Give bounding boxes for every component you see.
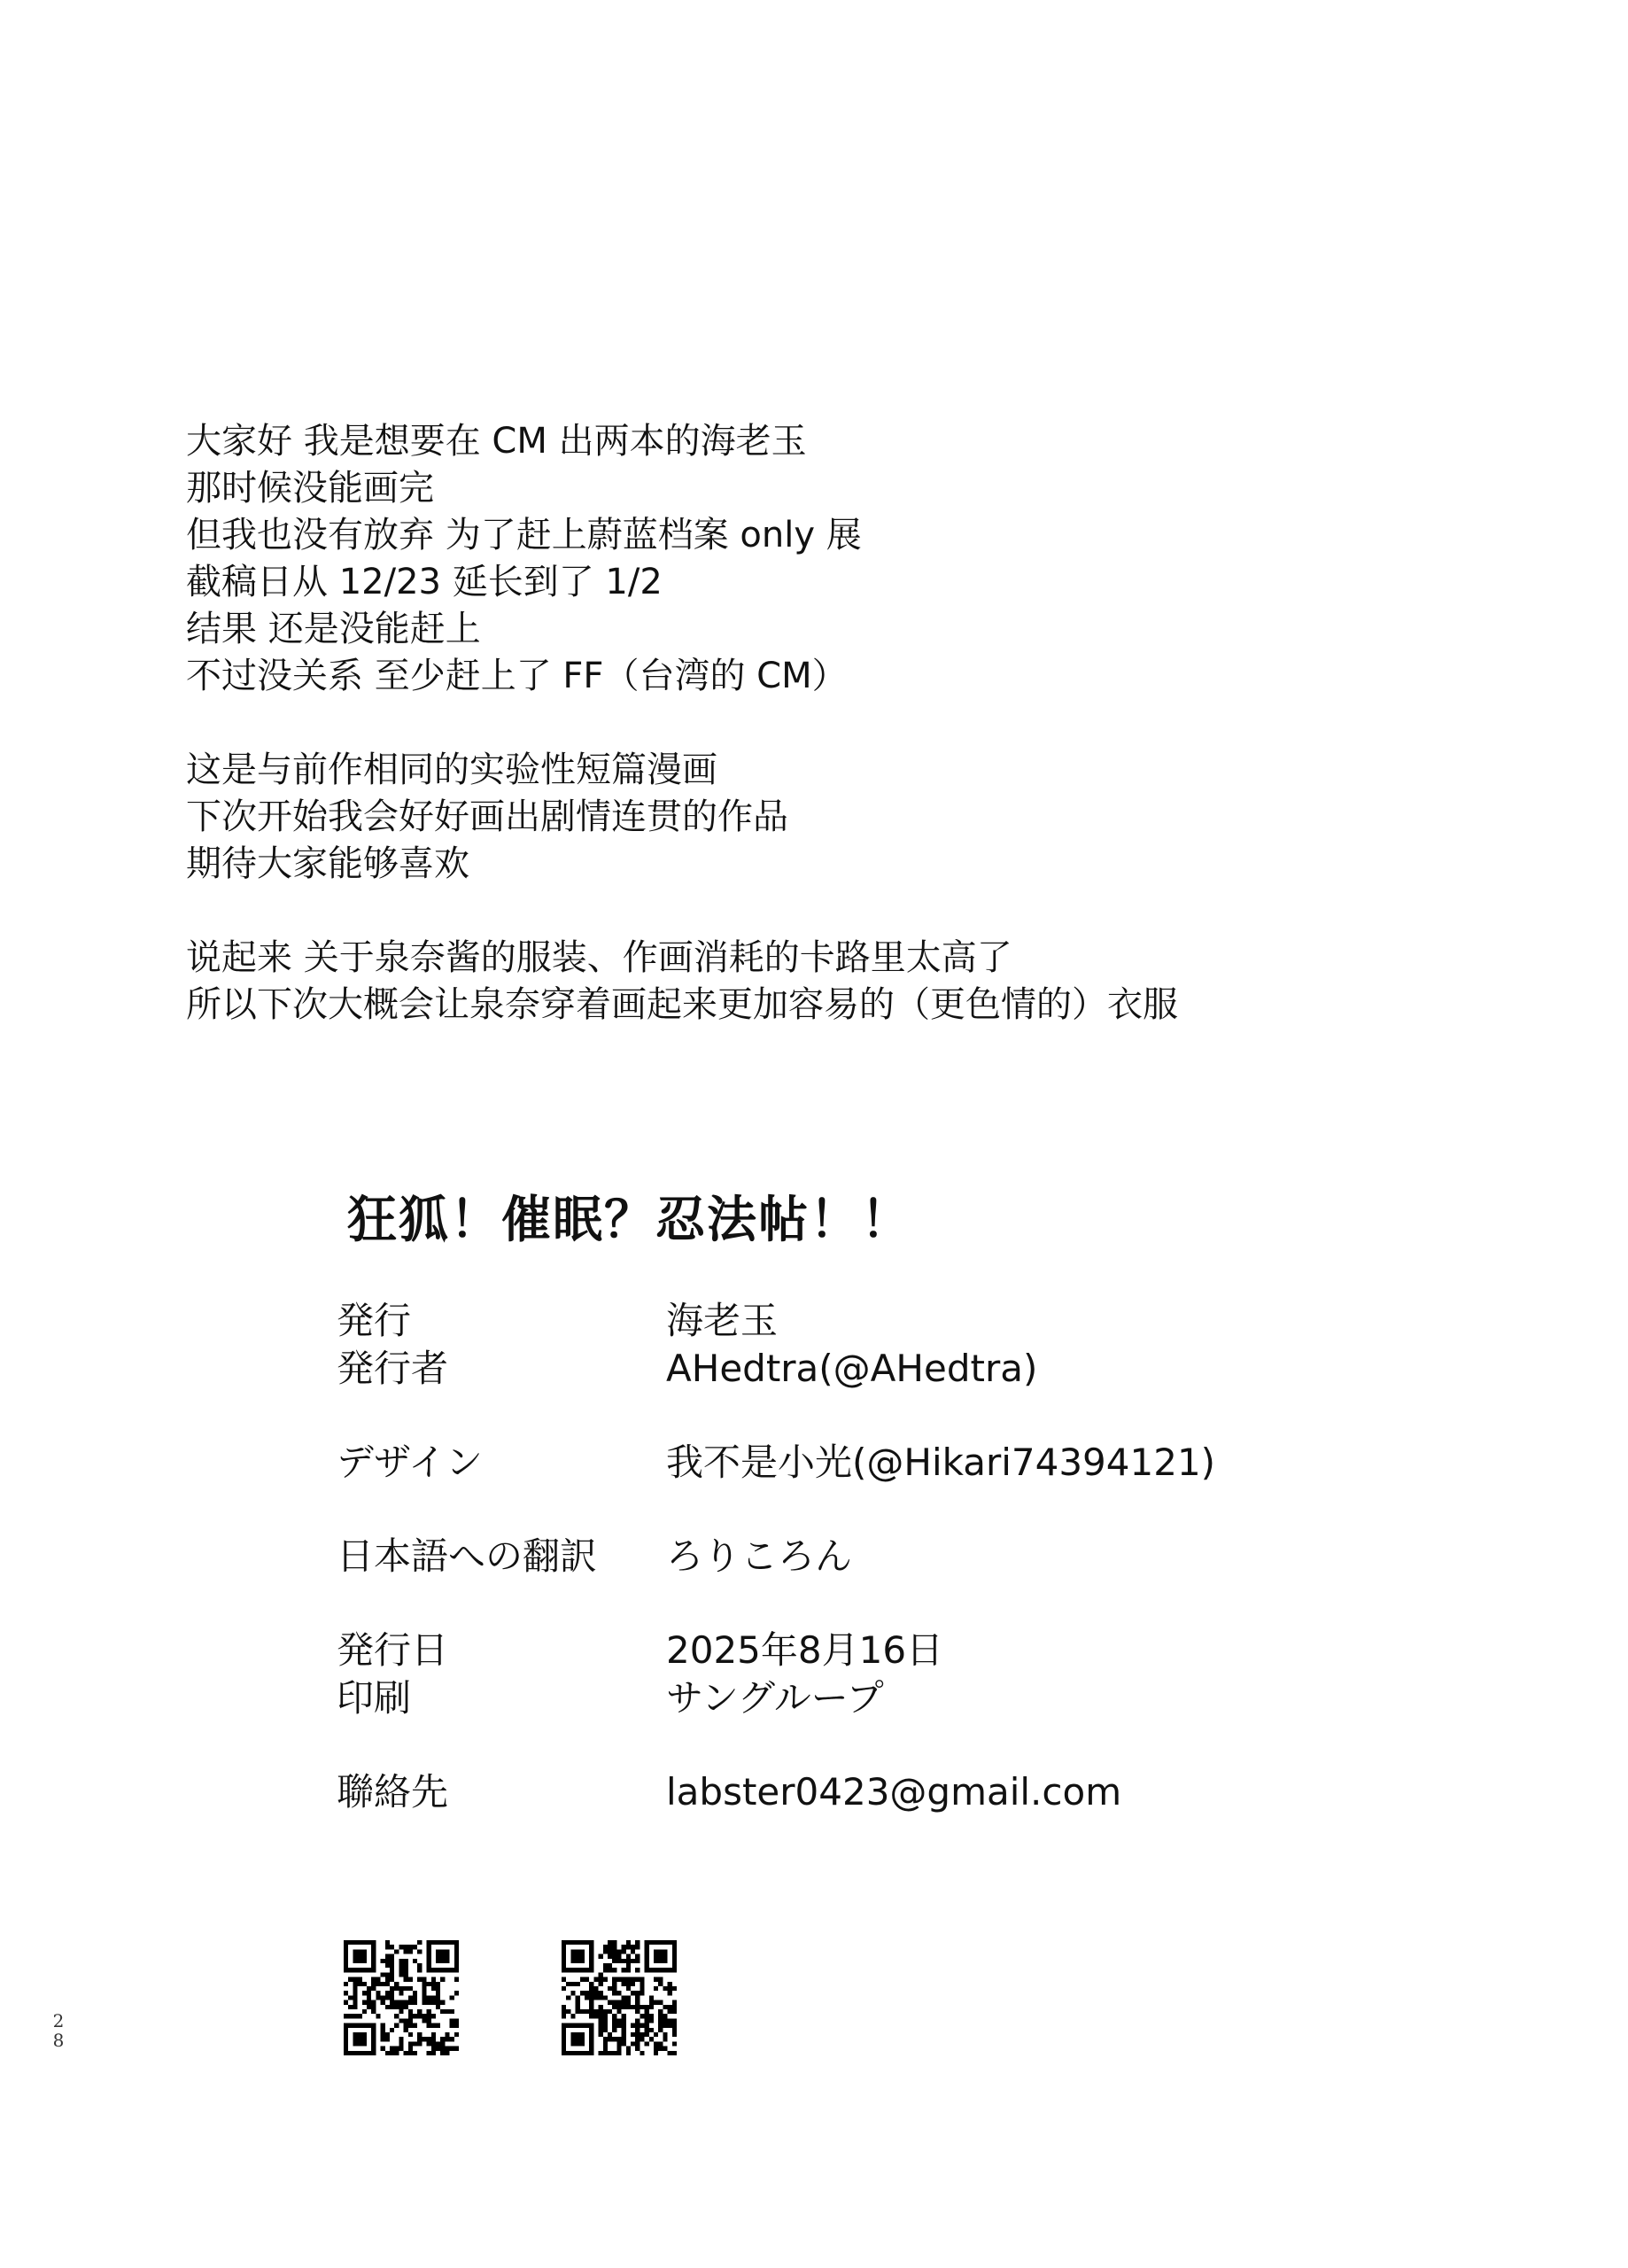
colophon-value: サングループ: [666, 1676, 884, 1720]
colophon-value: AHedtra(@AHedtra): [666, 1347, 1038, 1390]
paragraph-gap: [186, 700, 1515, 747]
colophon-label: 印刷: [337, 1676, 412, 1720]
colophon-row: [337, 1533, 1399, 1581]
colophon-label: 日本語への翻訳: [337, 1534, 598, 1578]
colophon-row: [337, 1345, 1399, 1393]
afterword-line: 期待大家能够喜欢: [186, 843, 469, 884]
paragraph-gap: [186, 888, 1515, 935]
colophon-label: 発行者: [337, 1347, 449, 1390]
colophon-title: 狂狐！催眠？忍法帖！！: [347, 1192, 912, 1249]
afterword-line: 所以下次大概会让泉奈穿着画起来更加容易的（更色情的）衣服: [186, 984, 1178, 1025]
afterword-text: [186, 418, 1515, 1029]
colophon-value: labster0423@gmail.com: [666, 1770, 1122, 1814]
qr-code-2: [562, 1940, 677, 2055]
colophon-row: [337, 1297, 1399, 1345]
afterword-line: 那时候没能画完: [186, 468, 434, 509]
qr-code-icon: [344, 1940, 459, 2055]
qr-code-icon: [562, 1940, 677, 2055]
colophon-label: 発行日: [337, 1628, 449, 1672]
colophon-row: [337, 1627, 1399, 1674]
colophon-row: [337, 1674, 1399, 1722]
afterword-line: 大家好 我是想要在 CM 出两本的海老玉: [186, 421, 807, 462]
afterword-line: 说起来 关于泉奈酱的服装、作画消耗的卡路里太高了: [186, 937, 1012, 978]
afterword-line: 下次开始我会好好画出剧情连贯的作品: [186, 796, 788, 837]
page-number: 2 8: [52, 2010, 65, 2051]
colophon-row: [337, 1439, 1399, 1487]
qr-code-1: [344, 1940, 459, 2055]
colophon-label: 発行: [337, 1299, 412, 1342]
afterword-line: 结果 还是没能赶上: [186, 609, 481, 649]
afterword-line: 但我也没有放弃 为了赶上蔚蓝档案 only 展: [186, 515, 862, 555]
colophon-row: [337, 1768, 1399, 1816]
colophon-value: 2025年8月16日: [666, 1628, 944, 1672]
colophon-label: 聯絡先: [337, 1770, 449, 1814]
colophon-table: [337, 1297, 1399, 1816]
colophon-value: ろりころん: [666, 1534, 853, 1578]
afterword-line: 截稿日从 12/23 延长到了 1/2: [186, 562, 663, 602]
colophon-value: 海老玉: [666, 1299, 779, 1342]
afterword-line: 不过没关系 至少赶上了 FF（台湾的 CM）: [186, 656, 848, 696]
afterword-line: 这是与前作相同的实验性短篇漫画: [186, 750, 717, 790]
colophon-label: デザイン: [337, 1441, 484, 1484]
colophon-value: 我不是小光(@Hikari74394121): [666, 1441, 1216, 1484]
